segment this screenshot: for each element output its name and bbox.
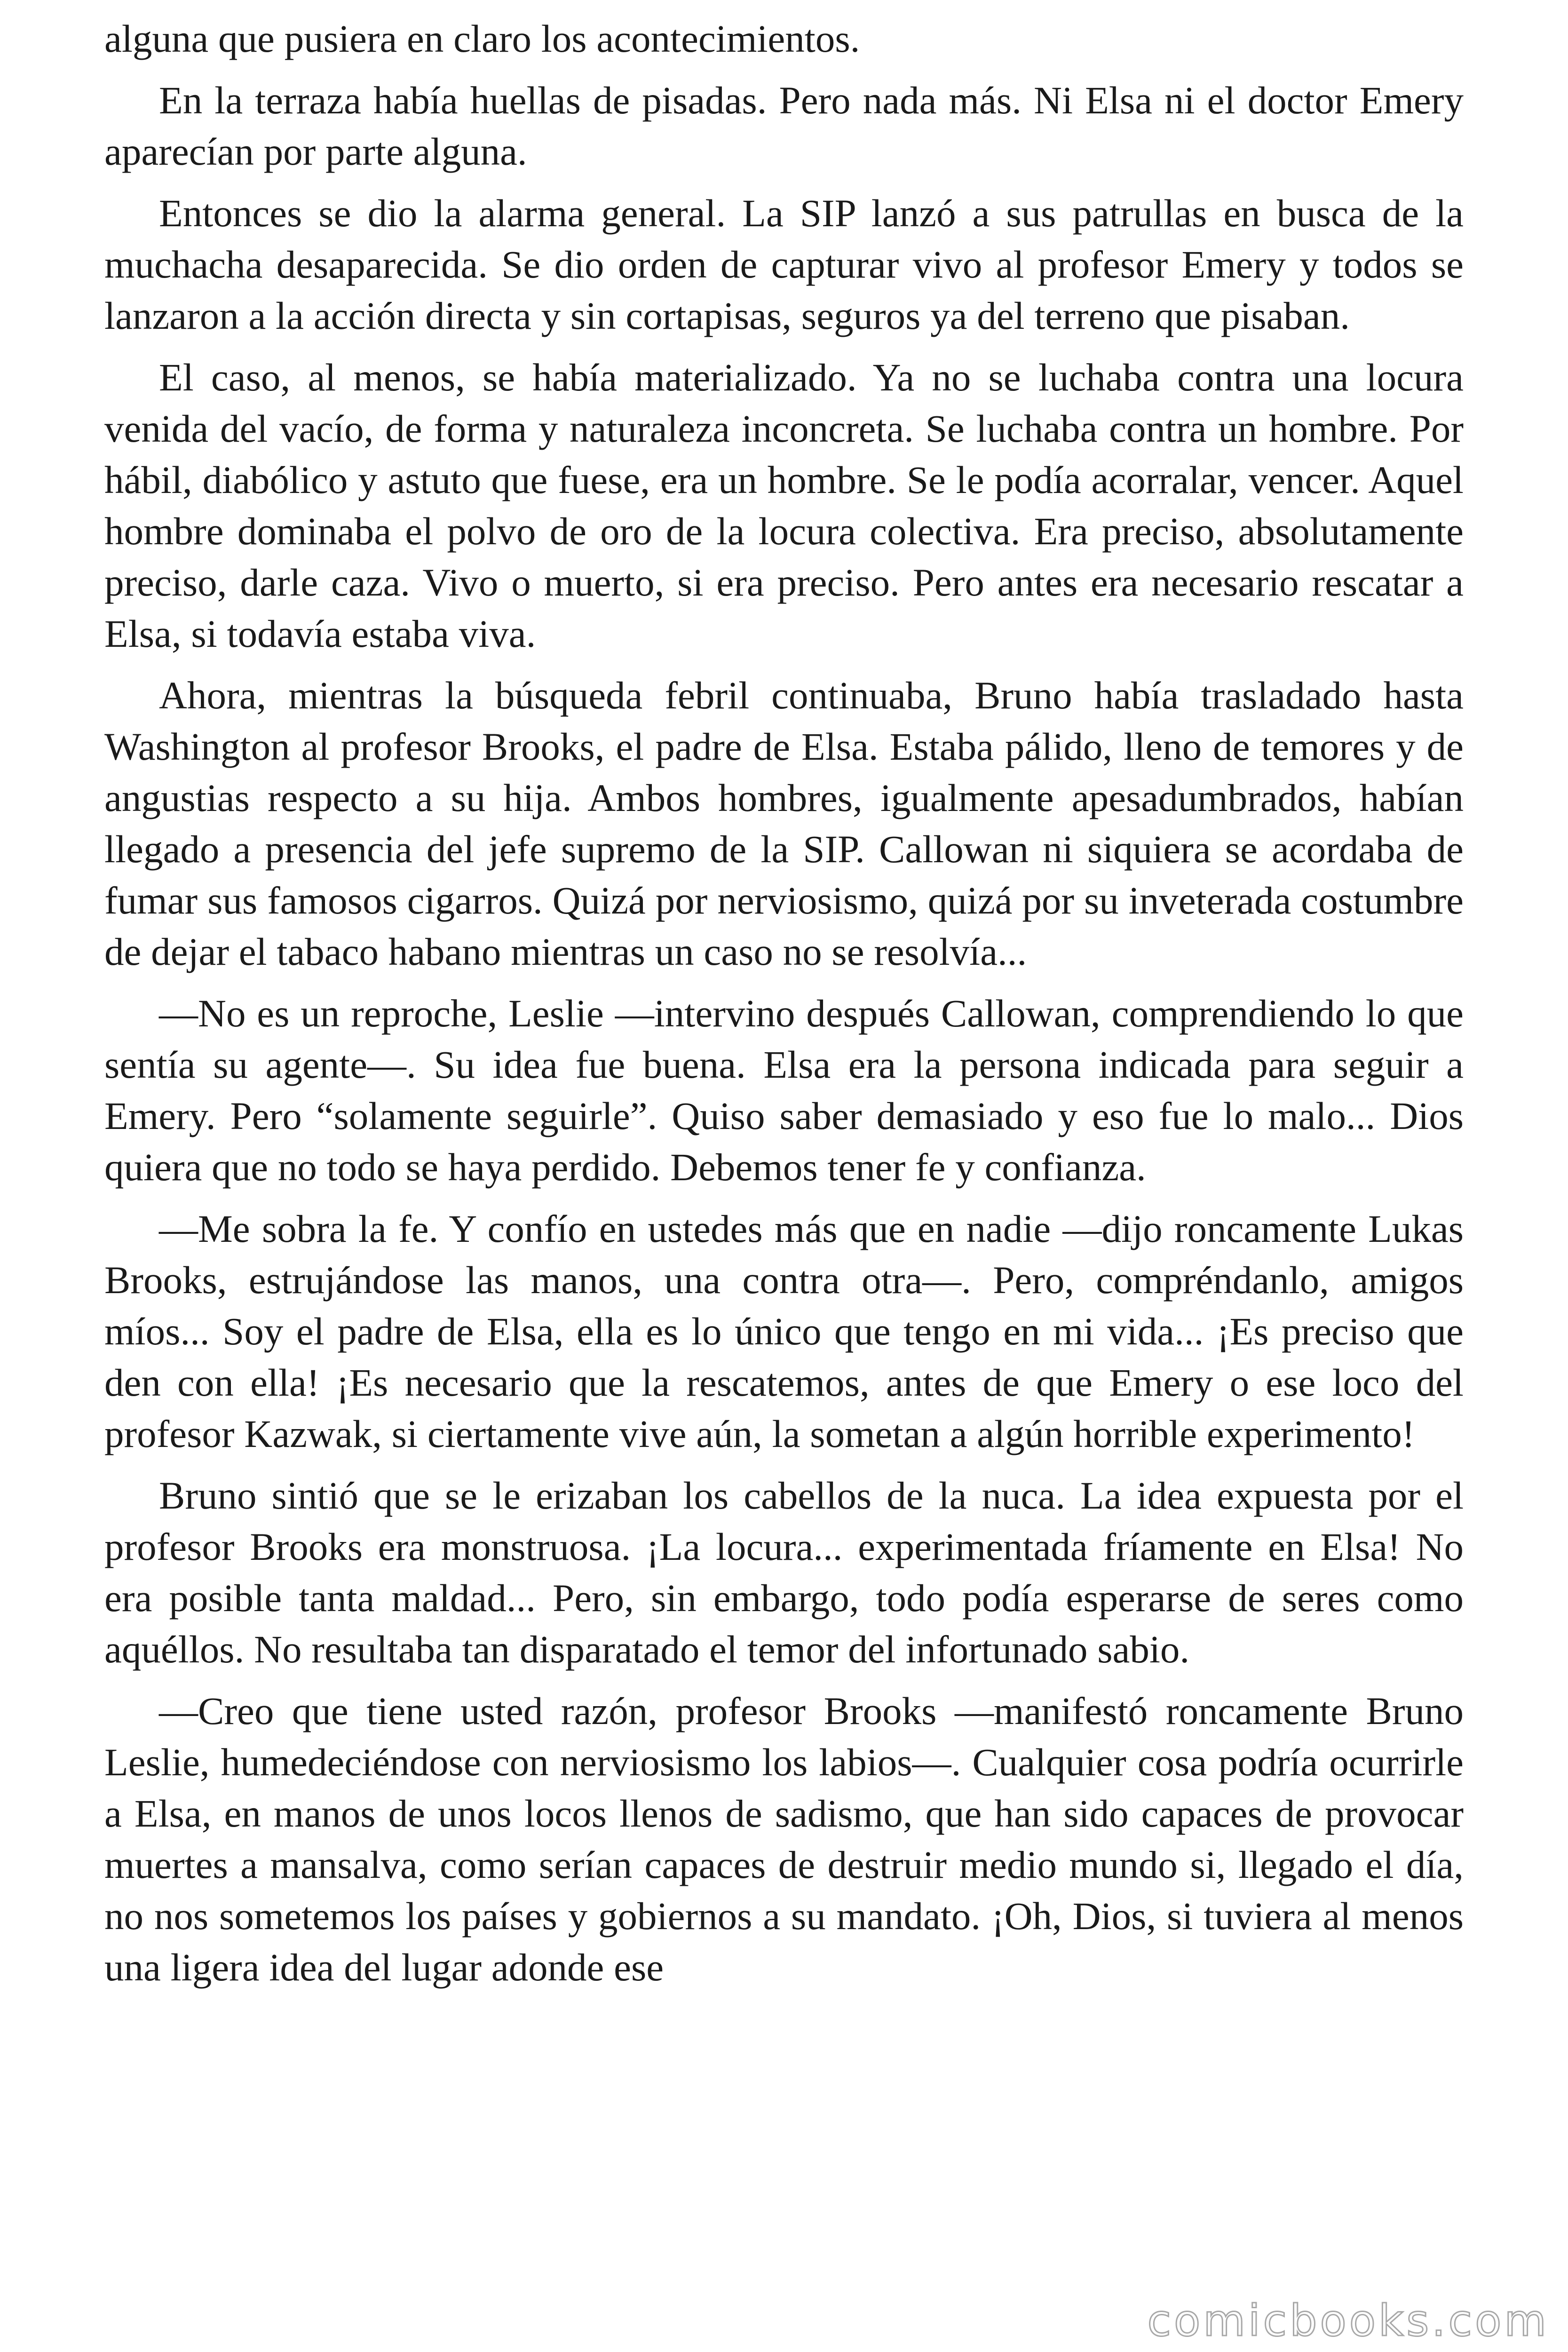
watermark: comicbooks.com [1147,2296,1549,2346]
paragraph-5: Ahora, mientras la búsqueda febril continuaba, Bruno había trasladado hasta Washington al profesor Brooks, el padre de Elsa. Estaba pálido, lleno de temores y de angustias respecto a su hija. Ambos hombres, igualmente apesadumbrados, habían llegado a presencia del jefe supremo de la SIP. Callowan ni siquiera se acordaba de fumar sus famosos cigarros. Quizá por nerviosismo, quizá por su inveterada costumbre de dejar el tabaco habano mientras un caso no se resolvía... [104,674,1464,973]
paragraph-8: Bruno sintió que se le erizaban los cabellos de la nuca. La idea expuesta por el profesor Brooks era monstruosa. ¡La locura... experimentada fríamente en Elsa! No era posible tanta maldad... Pero, sin embargo, todo podía esperarse de seres como aquéllos. No resultaba tan disparatado el temor del infortunado sabio. [104,1474,1464,1671]
page-text [104,13,1464,2003]
paragraph-6: —No es un reproche, Leslie —intervino después Callowan, comprendiendo lo que sentía su agente—. Su idea fue buena. Elsa era la persona indicada para seguir a Emery. Pero “solamente seguirle”. Quiso saber demasiado y eso fue lo malo... Dios quiera que no todo se haya perdido. Debemos tener fe y confianza. [104,992,1464,1189]
paragraph-3: Entonces se dio la alarma general. La SIP lanzó a sus patrullas en busca de la muchacha desaparecida. Se dio orden de capturar vivo al profesor Emery y todos se lanzaron a la acción directa y sin cortapisas, seguros ya del terreno que pisaban. [104,191,1464,337]
paragraph-7: —Me sobra la fe. Y confío en ustedes más que en nadie —dijo roncamente Lukas Brooks, estrujándose las manos, una contra otra—. Pero, compréndanlo, amigos míos... Soy el padre de Elsa, ella es lo único que tengo en mi vida... ¡Es preciso que den con ella! ¡Es necesario que la rescatemos, antes de que Emery o ese loco del profesor Kazwak, si ciertamente vive aún, la sometan a algún horrible experimento! [104,1207,1464,1455]
paragraph-1: alguna que pusiera en claro los acontecimientos. [104,17,860,60]
paragraph-2: En la terraza había huellas de pisadas. Pero nada más. Ni Elsa ni el doctor Emery aparecían por parte alguna. [104,79,1464,173]
paragraph-9: —Creo que tiene usted razón, profesor Brooks —manifestó roncamente Bruno Leslie, humedeciéndose con nerviosismo los labios—. Cualquier cosa podría ocurrirle a Elsa, en manos de unos locos llenos de sadismo, que han sido capaces de provocar muertes a mansalva, como serían capaces de destruir medio mundo si, llegado el día, no nos sometemos los países y gobiernos a su mandato. ¡Oh, Dios, si tuviera al menos una ligera idea del lugar adonde ese [104,1689,1464,1989]
paragraph-4: El caso, al menos, se había materializado. Ya no se luchaba contra una locura venida del vacío, de forma y naturaleza inconcreta. Se luchaba contra un hombre. Por hábil, diabólico y astuto que fuese, era un hombre. Se le podía acorralar, vencer. Aquel hombre dominaba el polvo de oro de la locura colectiva. Era preciso, absolutamente preciso, darle caza. Vivo o muerto, si era preciso. Pero antes era necesario rescatar a Elsa, si todavía estaba viva. [104,356,1464,655]
